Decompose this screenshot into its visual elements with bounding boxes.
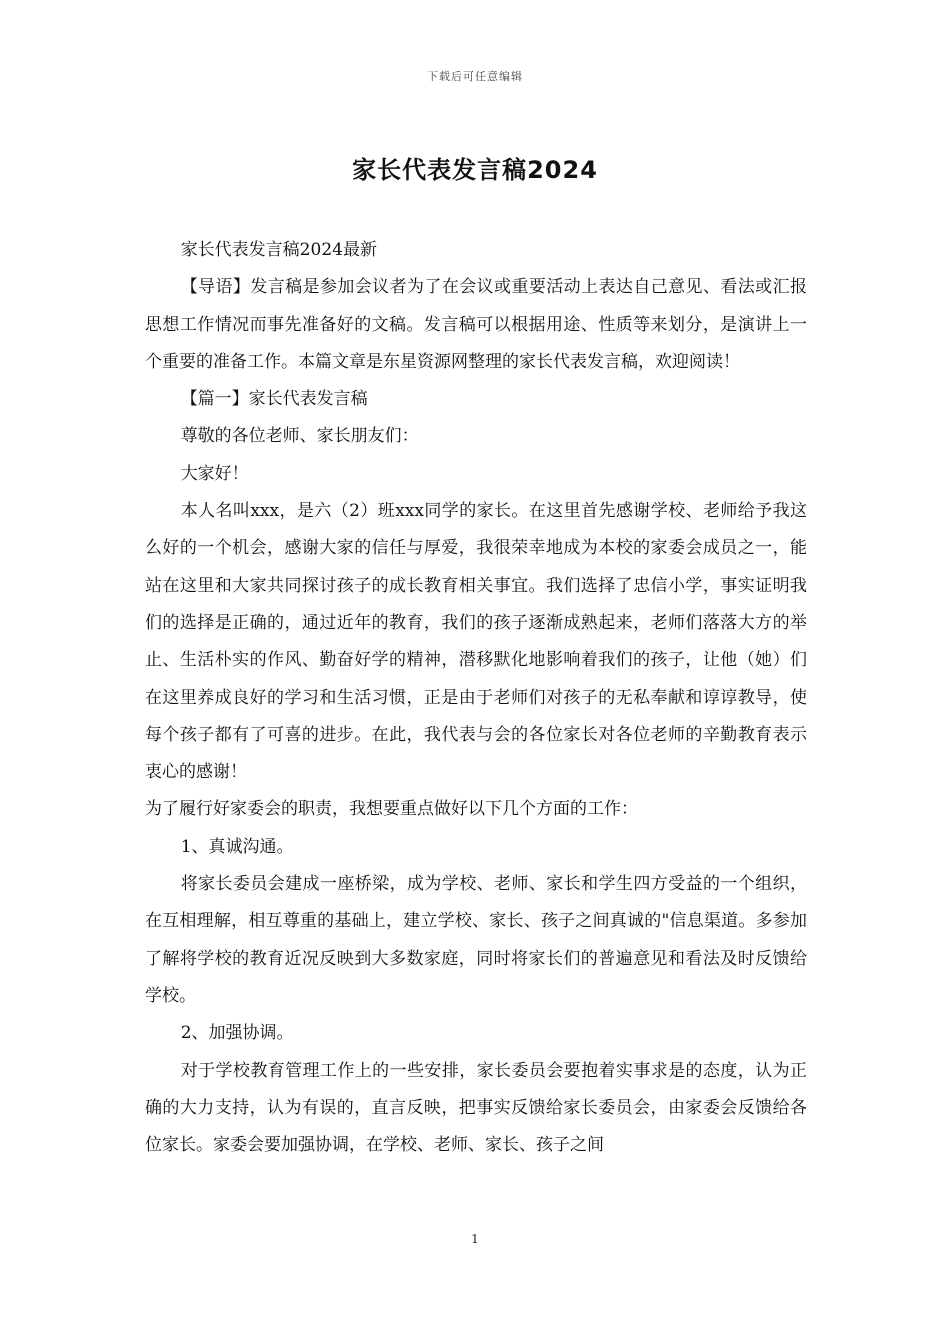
header-note: 下载后可任意编辑 [427, 70, 523, 83]
paragraph-intro: 【导语】发言稿是参加会议者为了在会议或重要活动上表达自己意见、看法或汇报思想工作情况而事先准备好的文稿。发言稿可以根据用途、性质等来划分，是演讲上一个重要的准备工作。本篇文章是东星资源网整理的家长代表发言稿，欢迎阅读！ [145, 277, 807, 372]
paragraph-greeting: 大家好！ [180, 463, 249, 484]
paragraph-item-2-body: 对于学校教育管理工作上的一些安排，家长委员会要抱着实事求是的态度，认为正确的大力支持，认为有误的，直言反映，把事实反馈给家长委员会，由家委会反馈给各位家长。家委会要加强协调，在学校、老师、家长、孩子之间 [145, 1060, 807, 1156]
paragraph-main: 本人名叫xxx，是六（2）班xxx同学的家长。在这里首先感谢学校、老师给予我这么好的一个机会，感谢大家的信任与厚爱，我很荣幸地成为本校的家委会成员之一，能站在这里和大家共同探讨孩子的成长教育相关事宜。我们选择了忠信小学，事实证明我们的选择是正确的，通过近年的教育，我们的孩子逐渐成熟起来，老师们落落大方的举止、生活朴实的作风、勤奋好学的精神，潜移默化地影响着我们的孩子，让他（她）们在这里养成良好的学习和生活习惯，正是由于老师们对孩子的无私奉献和谆谆教导，使每个孩子都有了可喜的进步。在此，我代表与会的各位家长对各位老师的辛勤教育表示衷心的感谢！ [145, 501, 807, 783]
paragraph-duties: 为了履行好家委会的职责，我想要重点做好以下几个方面的工作： [145, 799, 638, 820]
document-body [145, 232, 807, 1164]
page-number: 1 [471, 1232, 479, 1246]
paragraph-section-heading: 【篇一】家长代表发言稿 [180, 389, 368, 410]
paragraph-salutation: 尊敬的各位老师、家长朋友们： [180, 426, 419, 447]
document-title: 家长代表发言稿2024 [352, 156, 598, 184]
paragraph-item-1-heading: 1、真诚沟通。 [180, 836, 294, 857]
paragraph-subtitle: 家长代表发言稿2024最新 [180, 240, 377, 260]
paragraph-item-1-body: 将家长委员会建成一座桥梁，成为学校、老师、家长和学生四方受益的一个组织，在互相理解，相互尊重的基础上，建立学校、家长、孩子之间真诚的"信息渠道。多参加了解将学校的教育近况反映到大多数家庭，同时将家长们的普遍意见和看法及时反馈给学校。 [145, 874, 807, 1006]
paragraph-item-2-heading: 2、加强协调。 [180, 1023, 294, 1044]
